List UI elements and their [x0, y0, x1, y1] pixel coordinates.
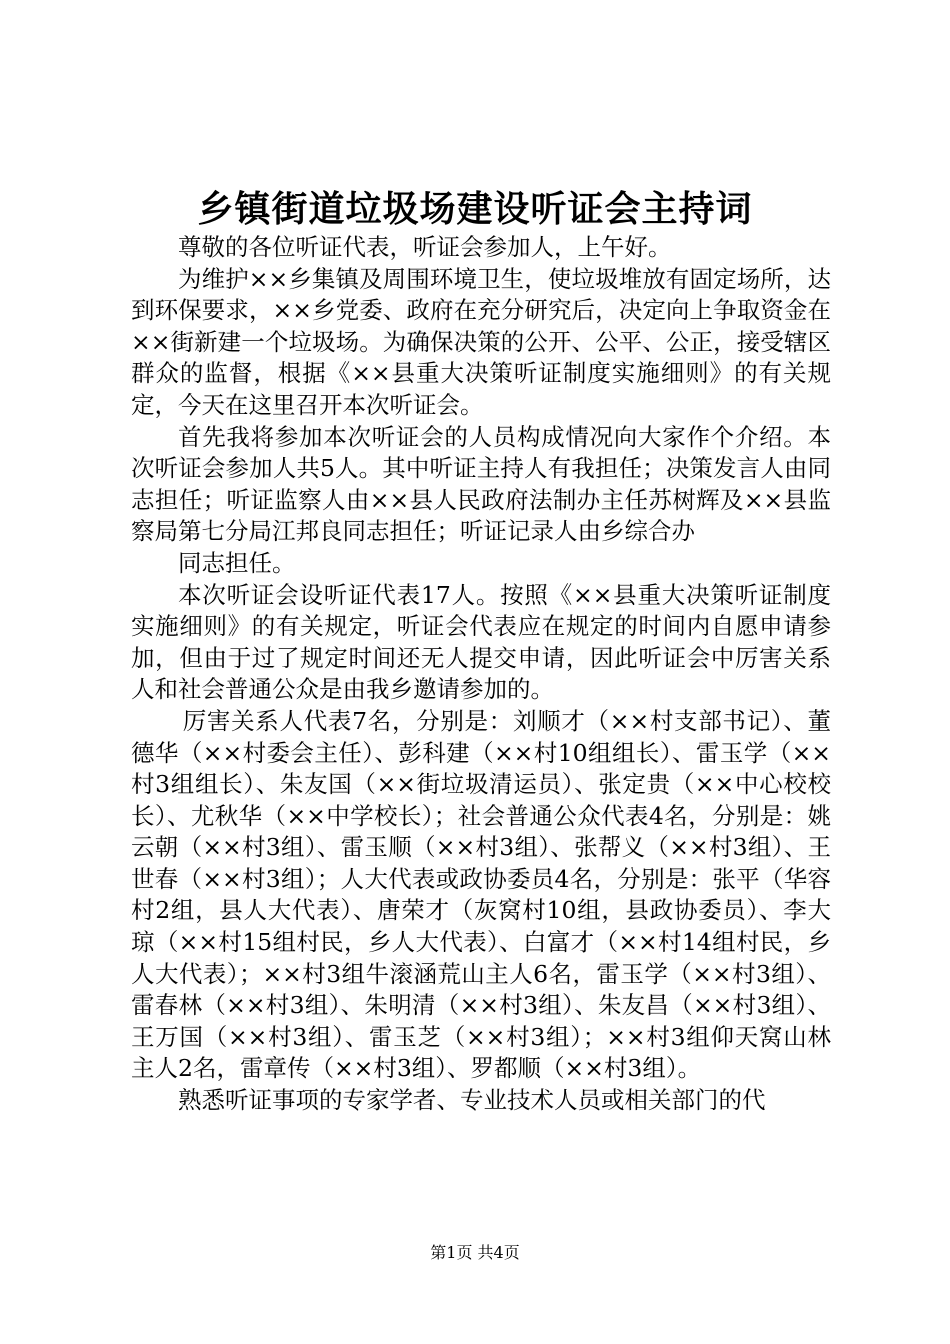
- paragraph-experts: 熟悉听证事项的专家学者、专业技术人员或相关部门的代: [178, 1086, 766, 1115]
- paragraph-stakeholders: 厉害关系人代表7名，分别是：刘顺才（××村支部书记）、董德华（××村委会主任）、彭科建（××村10组组长）、雷玉学（××村3组组长）、朱友国（××街垃圾清运员）、张定贵（××中心校校长）、尤秋华（××中学校长）；社会普通公众代表4名，分别是：姚云朝（××村3组）、雷玉顺（××村3组）、张帮义（××村3组）、王世春（××村3组）；人大代表或政协委员4名，分别是：张平（华容村2组，县人大代表）、唐荣才（灰窝村10组，县政协委员）、李大琼（××村15组村民，乡人大代表）、白富才（××村14组村民，乡人大代表）；××村3组牛滚涵荒山主人6名，雷玉学（××村3组）、雷春林（××村3组）、朱明清（××村3组）、朱友昌（××村3组）、王万国（××村3组）、雷玉芝（××村3组）；××村3组仰天窝山林主人2名，雷章传（××村3组）、罗都顺（××村3组）。: [131, 706, 831, 1083]
- paragraph-greeting: 尊敬的各位听证代表，听证会参加人，上午好。: [178, 233, 672, 261]
- paragraph-representatives: 本次听证会设听证代表17人。按照《××县重大决策听证制度实施细则》的有关规定，听证会代表应在规定的时间内自愿申请参加，但由于过了规定时间还无人提交申请，因此听证会中厉害关系人和社会普通公众是由我乡邀请参加的。: [131, 580, 831, 704]
- paragraph-participants-continued: 同志担任。: [178, 548, 296, 577]
- paragraph-purpose: 为维护××乡集镇及周围环境卫生，使垃圾堆放有固定场所，达到环保要求，××乡党委、政府在充分研究后，决定向上争取资金在××街新建一个垃圾场。为确保决策的公开、公平、公正，接受辖区群众的监督，根据《××县重大决策听证制度实施细则》的有关规定，今天在这里召开本次听证会。: [131, 264, 831, 419]
- page-number: 第1页 共4页: [430, 1243, 520, 1262]
- document-body: [131, 232, 831, 1117]
- paragraph-participants: 首先我将参加本次听证会的人员构成情况向大家作个介绍。本次听证会参加人共5人。其中听证主持人有我担任；决策发言人由同志担任；听证监察人由××县人民政府法制办主任苏树辉及××县监察局第七分局江邦良同志担任；听证记录人由乡综合办: [131, 422, 831, 546]
- document-title: 乡镇街道垃圾场建设听证会主持词: [197, 188, 753, 230]
